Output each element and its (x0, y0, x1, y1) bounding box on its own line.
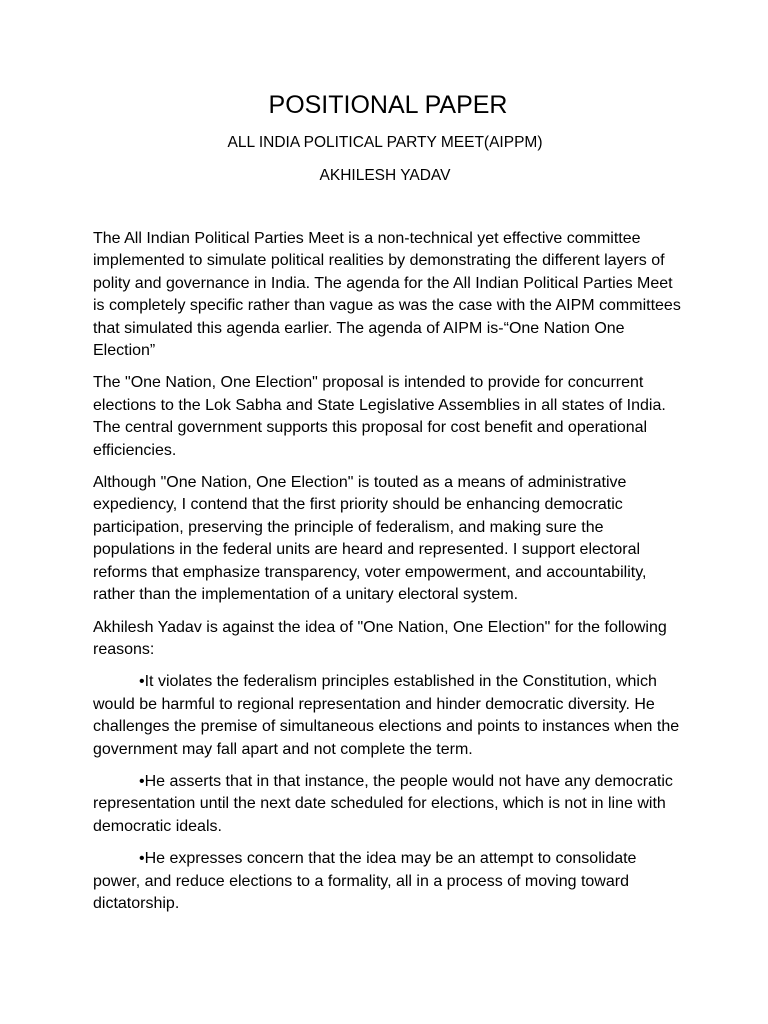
bullet-text: He asserts that in that instance, the people would not have any democratic representation until the next date scheduled for elections, which is not in line with democratic ideals. (93, 772, 673, 835)
bullet-text: He expresses concern that the idea may be an attempt to consolidate power, and reduce elections to a formality, all in a process of moving toward dictatorship. (93, 850, 637, 912)
paragraph-position: Although "One Nation, One Election" is touted as a means of administrative expediency, I contend that the first priority should be enhancing democratic participation, preserving the principle of federalism, and making sure the populations in the federal units are heard and represented. I support electoral reforms that emphasize transparency, voter empowerment, and accountability, rather than the implementation of a unitary electoral system. (93, 474, 647, 604)
paragraph-introduction: The All Indian Political Parties Meet is a non-technical yet effective committee implemented to simulate political realities by demonstrating the different layers of polity and governance in India. The agenda for the All Indian Political Parties Meet is completely specific rather than vague as was the case with the AIPM committees that simulated this agenda earlier. The agenda of AIPM is-“One Nation One Election” (93, 230, 681, 360)
paragraph-proposal: The "One Nation, One Election" proposal is intended to provide for concurrent elections to the Lok Sabha and State Legislative Assemblies in all states of India. The central government supports this proposal for cost benefit and operational efficiencies. (93, 374, 666, 459)
author-name: AKHILESH YADAV (319, 167, 451, 184)
list-item (93, 671, 683, 761)
bullet-icon: • (139, 673, 145, 691)
paragraph-reasons-intro: Akhilesh Yadav is against the idea of "One Nation, One Election" for the following reasons: (93, 618, 667, 658)
document-title: POSITIONAL PAPER (268, 91, 508, 119)
list-item (93, 771, 683, 838)
meet-name: ALL INDIA POLITICAL PARTY MEET(AIPPM) (227, 134, 543, 151)
bullet-text: It violates the federalism principles established in the Constitution, which would be harmful to regional representation and hinder democratic diversity. He challenges the premise of simultaneous elections and points to instances when the government may fall apart and not complete the term. (93, 673, 680, 758)
bullet-icon: • (139, 850, 145, 868)
document-body (93, 228, 683, 925)
list-item (93, 848, 683, 915)
bullet-icon: • (139, 772, 145, 790)
